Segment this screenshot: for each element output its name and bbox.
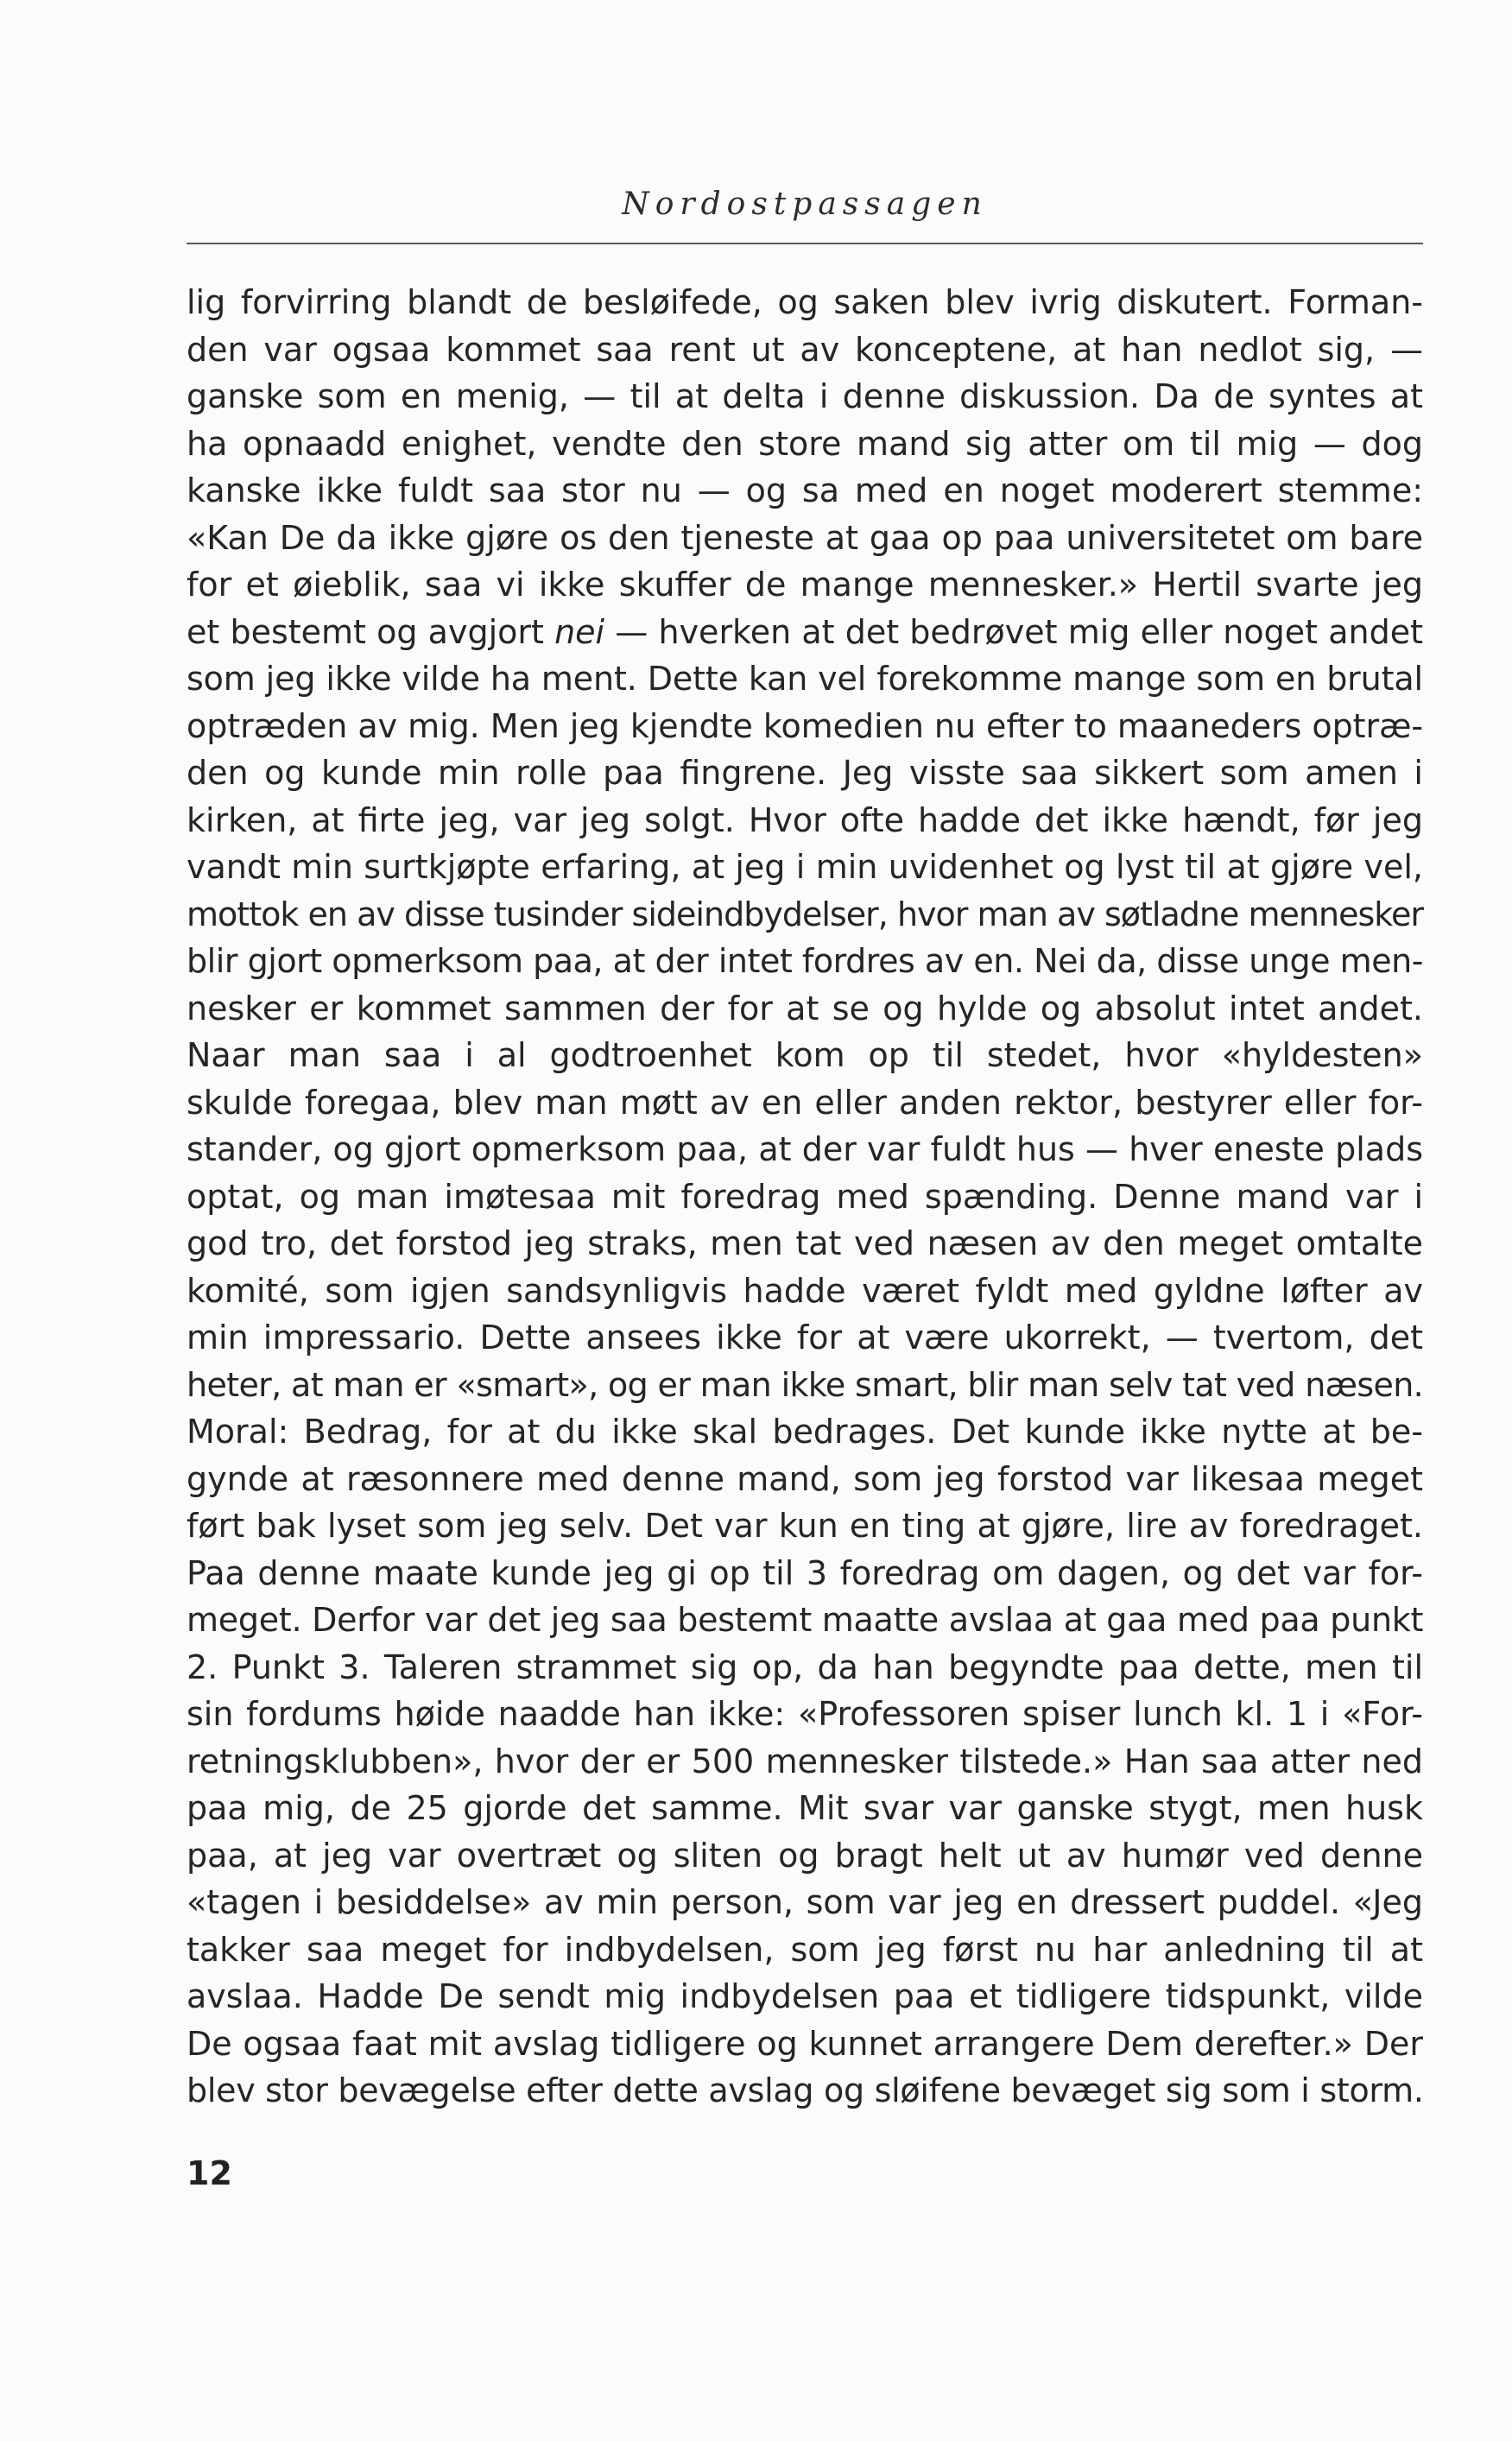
text-line: ganske som en menig, — til at delta i denne diskussion. Da de syntes at [187,377,1423,415]
text-line: som jeg ikke vilde ha ment. Dette kan vel forekomme mange som en brutal [187,660,1423,698]
text-line: sin fordums høide naadde han ikke: «Professoren spiser lunch kl. 1 i «For- [187,1695,1423,1733]
text-line: kirken, at firte jeg, var jeg solgt. Hvor ofte hadde det ikke hændt, før jeg [187,800,1423,839]
text-line: min impressario. Dette ansees ikke for at være ukorrekt, — tvertom, det [187,1319,1423,1356]
text-line: skulde foregaa, blev man møtt av en eller anden rektor, bestyrer eller for- [187,1083,1423,1122]
text-line: optat, og man imøtesaa mit foredrag med spænding. Denne mand var i [187,1177,1423,1216]
body-text [187,279,1423,2115]
text-line: Naar man saa i al godtroenhet kom op til stedet, hvor «hyldesten» [187,1036,1423,1074]
text-line: gynde at ræsonnere med denne mand, som jeg forstod var likesaa meget [187,1459,1423,1498]
text-line: mottok en av disse tusinder sideindbydelser, hvor man av søtladne mennesker [187,895,1423,933]
text-line: paa, at jeg var overtræt og sliten og bragt helt ut av humør ved denne [187,1836,1423,1875]
text-line: De ogsaa faat mit avslag tidligere og kunnet arrangere Dem derefter.» Der [187,2024,1423,2063]
header-rule [187,243,1423,244]
text-line: Moral: Bedrag, for at du ikke skal bedrages. Det kunde ikke nytte at be- [187,1413,1423,1451]
text-line: 2. Punkt 3. Taleren strammet sig op, da han begyndte paa dette, men til [187,1647,1423,1686]
text-line: den og kunde min rolle paa fingrene. Jeg visste saa sikkert som amen i [187,754,1423,792]
text-line: vandt min surtkjøpte erfaring, at jeg i min uvidenhet og lyst til at gjøre vel, [187,848,1423,886]
text-line: for et øieblik, saa vi ikke skuffer de mange mennesker.» Hertil svarte jeg [187,566,1423,604]
text-line: blev stor bevægelse efter dette avslag og sløifene bevæget sig som i storm. [187,2071,1424,2109]
text-line: blir gjort opmerksom paa, at der intet fordres av en. Nei da, disse unge men- [187,942,1423,980]
running-title: Nordostpassagen [622,187,988,222]
text-line: stander, og gjort opmerksom paa, at der var fuldt hus — hver eneste plads [187,1130,1423,1168]
text-line: avslaa. Hadde De sendt mig indbydelsen paa et tidligere tidspunkt, vilde [187,1977,1423,2015]
text-line: meget. Derfor var det jeg saa bestemt maatte avslaa at gaa med paa punkt [187,1601,1424,1639]
text-line: paa mig, de 25 gjorde det samme. Mit svar var ganske stygt, men husk [187,1789,1423,1827]
text-line: «Kan De da ikke gjøre os den tjeneste at gaa op paa universitetet om bare [187,518,1423,557]
text-line: «tagen i besiddelse» av min person, som var jeg en dressert puddel. «Jeg [187,1883,1423,1921]
text-line: takker saa meget for indbydelsen, som jeg først nu har anledning til at [187,1930,1423,1969]
text-line: ha opnaadd enighet, vendte den store mand sig atter om til mig — dog [187,424,1423,463]
text-line: heter, at man er «smart», og er man ikke smart, blir man selv tat ved næsen. [187,1365,1424,1404]
text-line: den var ogsaa kommet saa rent ut av konceptene, at han nedlot sig, — [187,330,1423,369]
text-line: kanske ikke fuldt saa stor nu — og sa med en noget moderert stemme: [187,471,1423,509]
text-line: et bestemt og avgjort nei — hverken at det bedrøvet mig eller noget andet [187,612,1423,651]
text-line: komité, som igjen sandsynligvis hadde været fyldt med gyldne løfter av [187,1271,1423,1310]
emphasis: nei [554,612,605,651]
text-line: Paa denne maate kunde jeg gi op til 3 foredrag om dagen, og det var for- [187,1553,1423,1592]
text-line: god tro, det forstod jeg straks, men tat ved næsen av den meget omtalte [187,1224,1423,1262]
text-line: ført bak lyset som jeg selv. Det var kun en ting at gjøre, lire av foredraget. [187,1507,1423,1545]
text-line: optræden av mig. Men jeg kjendte komedien nu efter to maaneders optræ- [187,706,1423,745]
text-line: retningsklubben», hvor der er 500 mennesker tilstede.» Han saa atter ned [187,1742,1423,1780]
page-number: 12 [187,2154,232,2192]
text-line: lig forvirring blandt de besløifede, og saken blev ivrig diskutert. Forman- [187,283,1423,321]
text-line: nesker er kommet sammen der for at se og hylde og absolut intet andet. [187,989,1423,1028]
